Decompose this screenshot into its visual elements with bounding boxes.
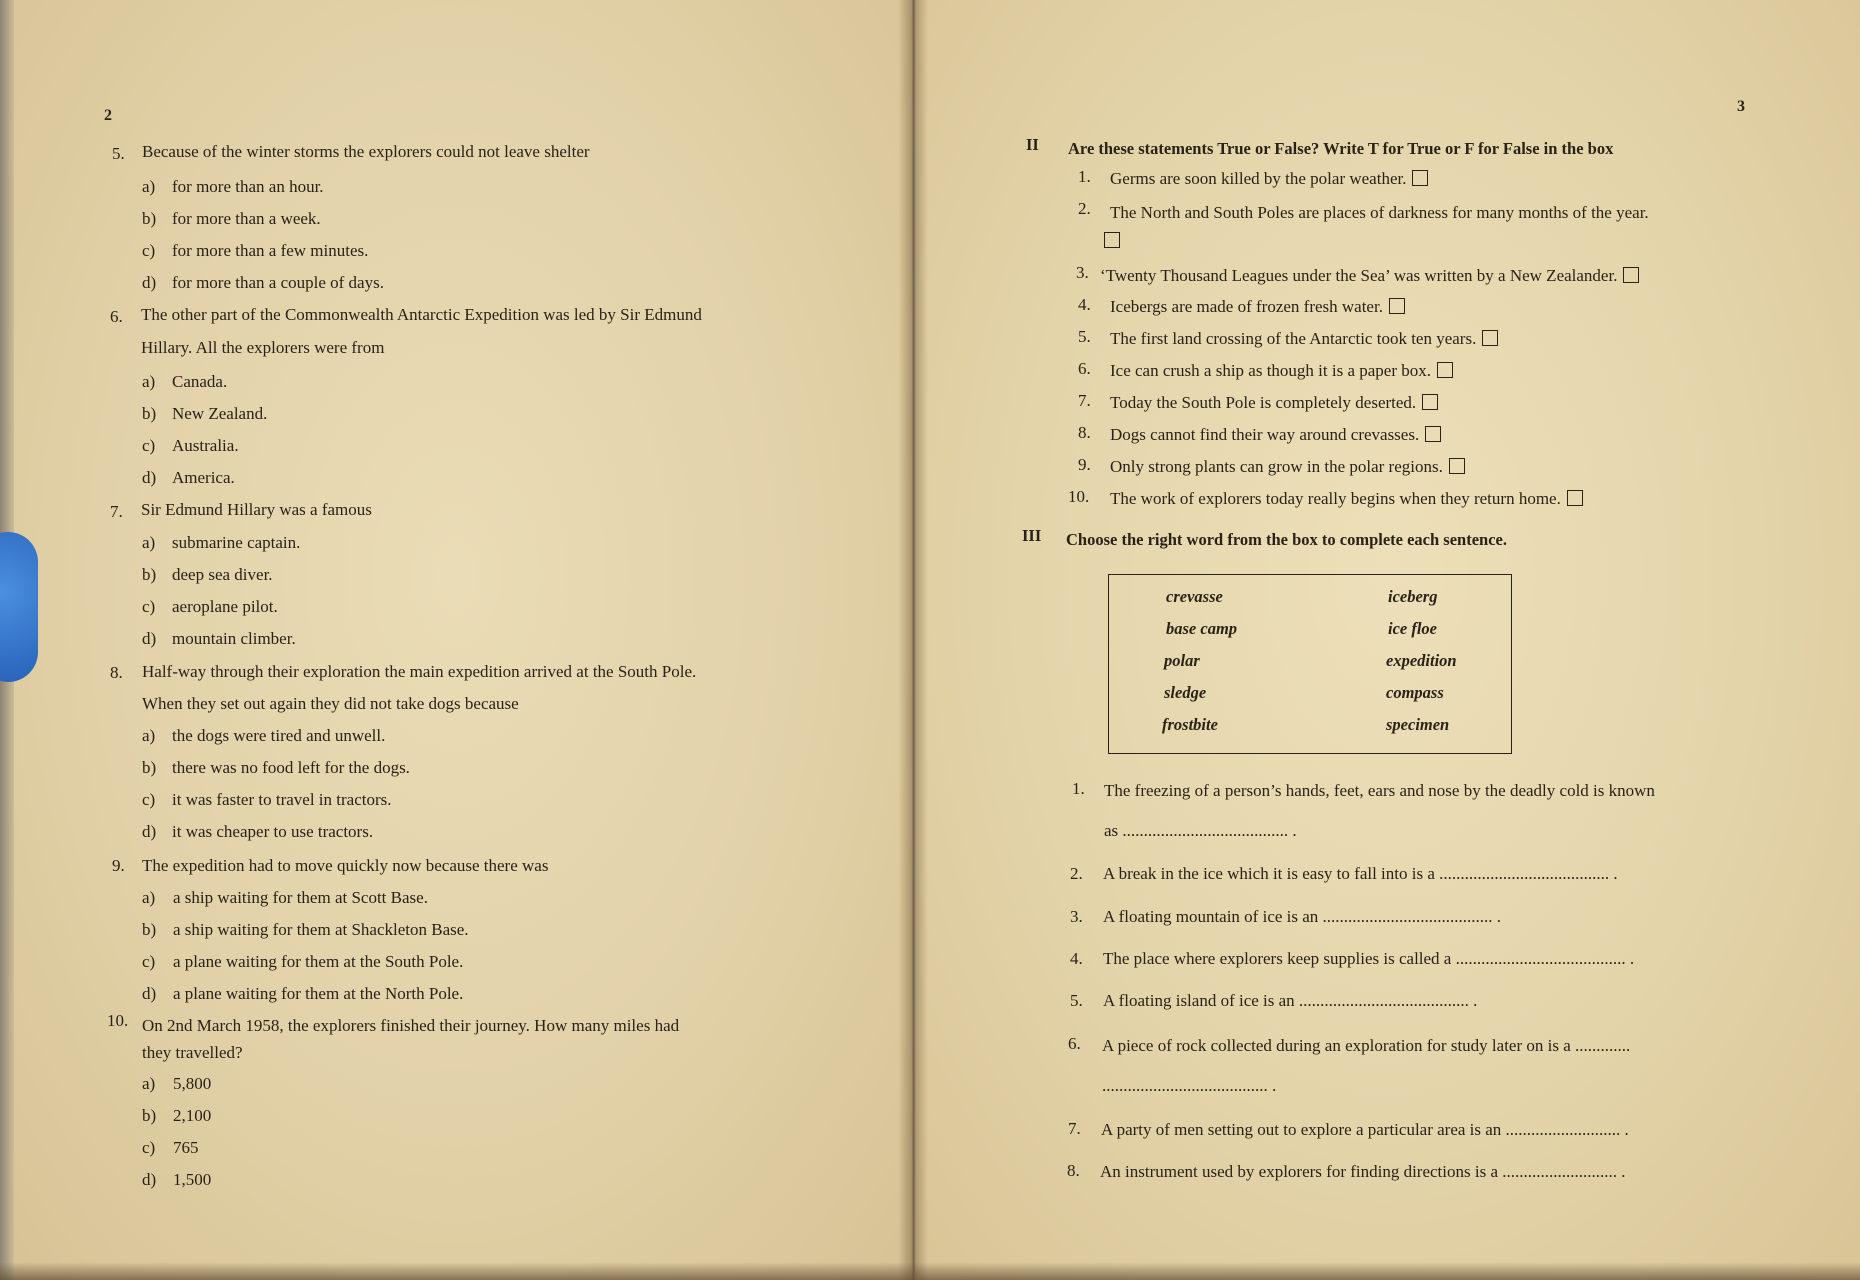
sentence-blank[interactable]: as ....................................... . [1104, 821, 1297, 840]
sentence-number: 3. [1070, 907, 1083, 926]
sentence-number: 8. [1067, 1161, 1080, 1180]
option-text: for more than a few minutes. [172, 241, 369, 260]
statement [1110, 425, 1441, 445]
answer-box[interactable] [1425, 426, 1441, 442]
option-letter: c) [142, 1138, 156, 1157]
option-text: a ship waiting for them at Shackleton Base. [173, 920, 469, 939]
option-text: America. [172, 468, 235, 487]
option-letter: c) [142, 436, 156, 455]
option-text: there was no food left for the dogs. [172, 758, 410, 777]
statement-text: The North and South Poles are places of darkness for many months of the year. [1110, 203, 1649, 222]
question-number: 9. [112, 856, 125, 875]
answer-box[interactable] [1623, 267, 1639, 283]
statement [1110, 361, 1453, 381]
answer-box[interactable] [1482, 330, 1498, 346]
option-text: it was faster to travel in tractors. [172, 790, 392, 809]
sentence-number: 6. [1068, 1034, 1081, 1053]
option-text: aeroplane pilot. [172, 597, 278, 616]
option-text: submarine captain. [172, 533, 301, 552]
book-spine [898, 0, 928, 1280]
option-letter: b) [142, 565, 157, 584]
option-letter: a) [142, 726, 156, 745]
statement-text: Ice can crush a ship as though it is a paper box. [1110, 361, 1432, 380]
option-text: a plane waiting for them at the North Pole. [173, 984, 464, 1003]
sentence-number: 4. [1070, 949, 1083, 968]
sentence-text[interactable]: A break in the ice which it is easy to fall into is a ........................................ . [1103, 864, 1618, 883]
statement-number: 4. [1078, 295, 1091, 314]
answer-box[interactable] [1422, 394, 1438, 410]
option-letter: b) [142, 920, 157, 939]
word-option: ice floe [1388, 619, 1438, 638]
option-letter: b) [142, 404, 157, 423]
blue-bookmark-tab [0, 532, 38, 682]
option-letter: d) [142, 1170, 157, 1189]
sentence-text[interactable]: The place where explorers keep supplies is called a ........................................ . [1103, 949, 1635, 968]
statement-text: Today the South Pole is completely deserted. [1110, 393, 1417, 412]
question-text: The expedition had to move quickly now because there was [142, 856, 549, 875]
word-option: base camp [1166, 619, 1238, 638]
question-text: The other part of the Commonwealth Antarctic Expedition was led by Sir Edmund [141, 305, 702, 324]
option-letter: b) [142, 209, 157, 228]
answer-box[interactable] [1412, 170, 1428, 186]
option-letter: c) [142, 790, 156, 809]
option-text: 5,800 [173, 1074, 212, 1093]
section-numeral: III [1022, 526, 1042, 545]
option-text: a ship waiting for them at Scott Base. [173, 888, 428, 907]
question-number: 8. [110, 663, 123, 682]
bottom-edge [0, 1262, 1860, 1280]
option-text: deep sea diver. [172, 565, 273, 584]
option-text: for more than a couple of days. [172, 273, 384, 292]
option-letter: c) [142, 952, 156, 971]
option-letter: d) [142, 629, 157, 648]
question-number: 7. [110, 502, 123, 521]
option-text: a plane waiting for them at the South Pole. [173, 952, 464, 971]
option-letter: d) [142, 468, 157, 487]
option-letter: a) [142, 533, 156, 552]
statement-text: The first land crossing of the Antarctic took ten years. [1110, 329, 1477, 348]
statement [1110, 297, 1405, 317]
statement-number: 2. [1078, 199, 1091, 218]
page-number-right: 3 [1737, 98, 1745, 115]
statement [1110, 329, 1498, 349]
statement-number: 5. [1078, 327, 1091, 346]
sentence-number: 2. [1070, 864, 1083, 883]
option-text: 765 [173, 1138, 199, 1157]
sentence-number: 1. [1072, 779, 1085, 798]
option-text: New Zealand. [172, 404, 268, 423]
statement [1100, 266, 1639, 286]
question-number: 10. [107, 1011, 129, 1030]
answer-box[interactable] [1567, 490, 1583, 506]
word-option: polar [1164, 651, 1200, 670]
option-letter: b) [142, 758, 157, 777]
option-text: it was cheaper to use tractors. [172, 822, 374, 841]
section-heading: Are these statements True or False? Write T for True or F for False in the box [1068, 139, 1614, 158]
statement [1110, 489, 1583, 509]
statement-number: 8. [1078, 423, 1091, 442]
question-text: When they set out again they did not take dogs because [142, 694, 519, 713]
option-letter: a) [142, 1074, 156, 1093]
section-heading: Choose the right word from the box to complete each sentence. [1066, 530, 1507, 549]
statement-text: Dogs cannot find their way around crevasses. [1110, 425, 1420, 444]
answer-box[interactable] [1449, 458, 1465, 474]
statement-number: 9. [1078, 455, 1091, 474]
sentence-text[interactable]: An instrument used by explorers for finding directions is a ........................... . [1100, 1162, 1626, 1181]
question-text: Half-way through their exploration the main expedition arrived at the South Pole. [142, 662, 697, 681]
statement-text: ‘Twenty Thousand Leagues under the Sea’ was written by a New Zealander. [1100, 266, 1618, 285]
option-letter: c) [142, 597, 156, 616]
option-letter: d) [142, 984, 157, 1003]
option-letter: d) [142, 273, 157, 292]
option-text: 1,500 [173, 1170, 212, 1189]
question-number: 5. [112, 144, 125, 163]
option-letter: d) [142, 822, 157, 841]
sentence-text[interactable]: A party of men setting out to explore a particular area is an ........................... . [1101, 1120, 1629, 1139]
statement-number: 6. [1078, 359, 1091, 378]
question-text: On 2nd March 1958, the explorers finished their journey. How many miles had [142, 1016, 680, 1035]
statement-text: Icebergs are made of frozen fresh water. [1110, 297, 1383, 316]
option-letter: a) [142, 372, 156, 391]
sentence-text[interactable]: A floating island of ice is an ........................................ . [1103, 991, 1478, 1010]
word-option: crevasse [1166, 587, 1223, 606]
section-numeral: II [1026, 135, 1039, 154]
statement-number: 7. [1078, 391, 1091, 410]
left-page [0, 0, 912, 1280]
page-number-left: 2 [104, 107, 112, 124]
answer-box[interactable] [1104, 232, 1120, 248]
statement-number: 3. [1076, 263, 1089, 282]
statement-text: The work of explorers today really begins when they return home. [1110, 489, 1561, 508]
question-text: Because of the winter storms the explorers could not leave shelter [142, 142, 590, 161]
option-text: Australia. [172, 436, 239, 455]
question-text: they travelled? [142, 1043, 243, 1062]
sentence-blank[interactable]: ....................................... . [1102, 1076, 1277, 1095]
word-option: expedition [1386, 651, 1457, 670]
statement [1110, 169, 1428, 189]
word-option: frostbite [1162, 715, 1218, 734]
option-text: for more than a week. [172, 209, 321, 228]
statement-answer [1104, 231, 1120, 251]
question-text: Sir Edmund Hillary was a famous [141, 500, 372, 519]
option-letter: a) [142, 177, 156, 196]
word-option: compass [1386, 683, 1444, 702]
sentence-number: 7. [1068, 1119, 1081, 1138]
word-option: specimen [1386, 715, 1450, 734]
sentence-number: 5. [1070, 991, 1083, 1010]
question-number: 6. [110, 307, 123, 326]
option-text: Canada. [172, 372, 228, 391]
sentence-text[interactable]: A floating mountain of ice is an ........................................ . [1103, 907, 1502, 926]
question-text: Hillary. All the explorers were from [141, 338, 385, 357]
statement-number: 10. [1068, 487, 1090, 506]
statement [1110, 393, 1438, 413]
option-text: the dogs were tired and unwell. [172, 726, 386, 745]
statement-text: Germs are soon killed by the polar weather. [1110, 169, 1407, 188]
answer-box[interactable] [1389, 298, 1405, 314]
option-letter: a) [142, 888, 156, 907]
statement [1110, 457, 1465, 477]
statement-number: 1. [1078, 167, 1091, 186]
option-letter: b) [142, 1106, 157, 1125]
option-text: for more than an hour. [172, 177, 324, 196]
word-option: iceberg [1388, 587, 1438, 606]
sentence-text: A piece of rock collected during an exploration for study later on is a ............. [1102, 1036, 1631, 1055]
word-option: sledge [1164, 683, 1207, 702]
option-text: 2,100 [173, 1106, 212, 1125]
option-text: mountain climber. [172, 629, 296, 648]
statement-text: Only strong plants can grow in the polar regions. [1110, 457, 1443, 476]
answer-box[interactable] [1437, 362, 1453, 378]
option-letter: c) [142, 241, 156, 260]
sentence-text: The freezing of a person’s hands, feet, ears and nose by the deadly cold is known [1104, 781, 1655, 800]
